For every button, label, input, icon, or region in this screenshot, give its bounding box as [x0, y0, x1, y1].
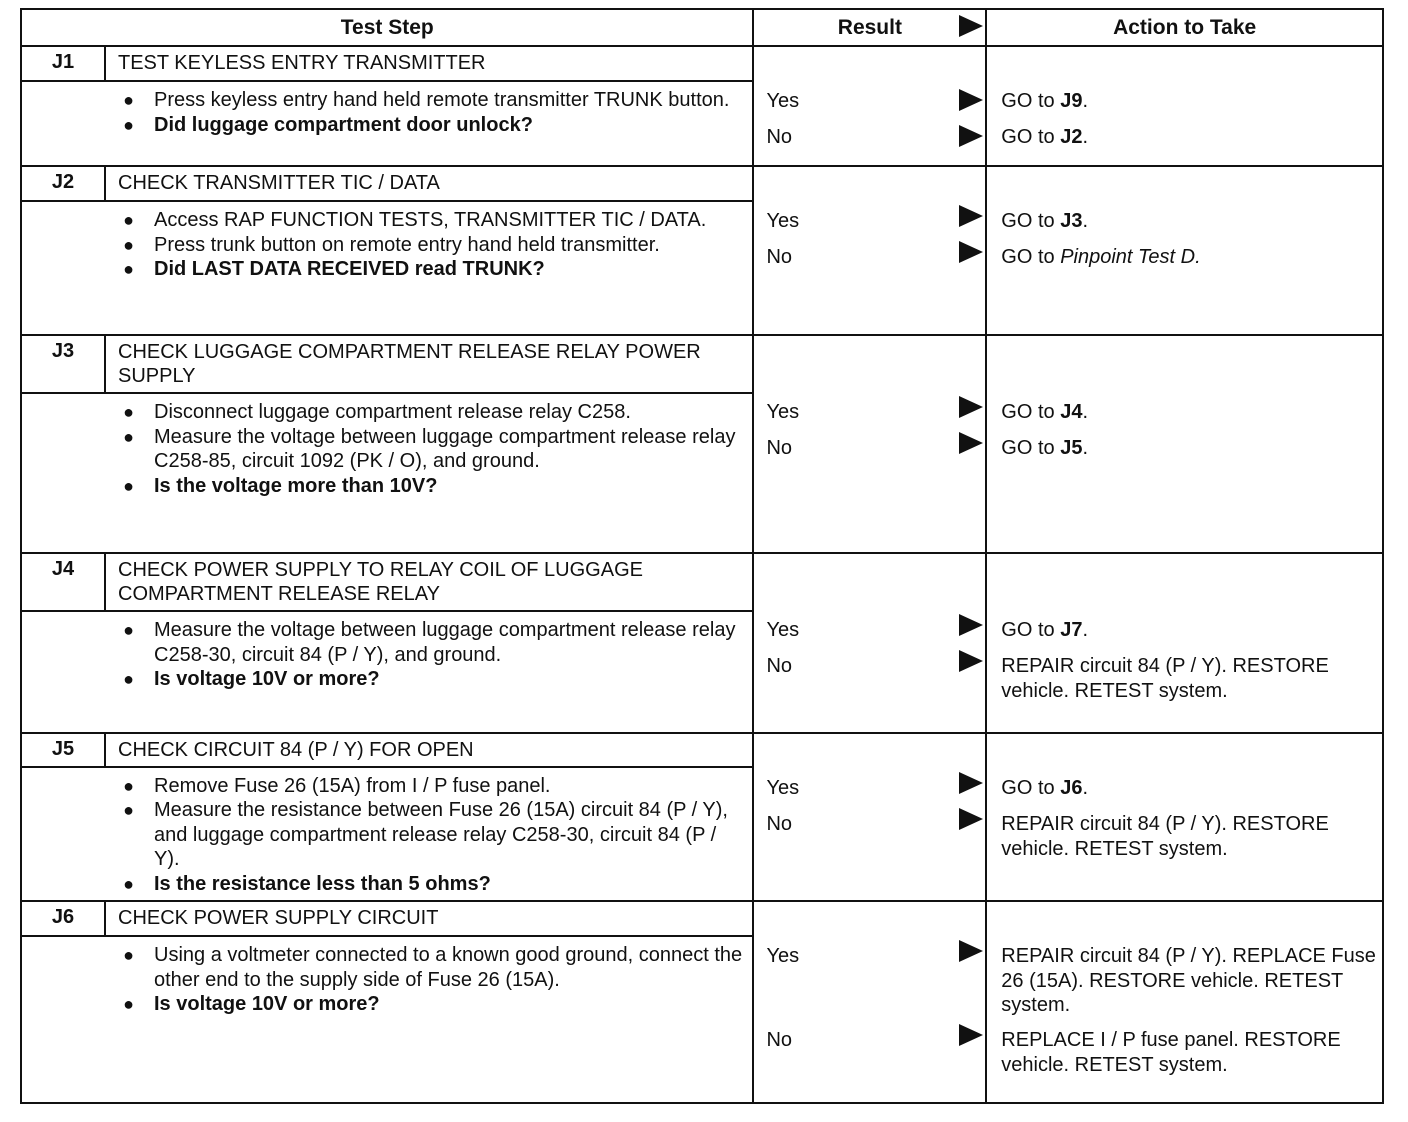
bullet-icon: ●: [123, 775, 134, 796]
step-body: [22, 82, 752, 165]
step-body: [22, 394, 752, 552]
bullet-icon: ●: [123, 402, 134, 422]
bullet-icon: ●: [123, 994, 134, 1014]
step-bullet: ● Measure the voltage between luggage compartment release relay C258-85, circuit 1092 (PK / O), and ground.: [22, 425, 742, 474]
result-no: No: [766, 246, 793, 268]
bullet-icon: ●: [123, 873, 134, 894]
test-step-j3: [22, 336, 1382, 554]
action-yes: GO to J9.: [1001, 90, 1089, 112]
result-cell: [754, 554, 987, 732]
step-id: J1: [22, 47, 106, 80]
result-no: No: [766, 813, 793, 835]
arrow-right-icon: [959, 432, 983, 454]
action-no: GO to J2.: [1001, 126, 1089, 148]
action-cell: [987, 554, 1382, 732]
step-head: [22, 902, 752, 937]
table-header: [22, 10, 1382, 47]
step-bullet: ● Access RAP FUNCTION TESTS, TRANSMITTER TIC / DATA.: [22, 208, 742, 233]
arrow-right-icon: [959, 614, 983, 636]
arrow-right-icon: [959, 125, 983, 147]
step-question: ● Is voltage 10V or more?: [22, 667, 742, 692]
result-yes: Yes: [766, 777, 800, 799]
bullet-icon: ●: [123, 620, 134, 640]
result-no: No: [766, 437, 793, 459]
step-body: [22, 768, 752, 901]
step-id: J3: [22, 336, 106, 392]
action-no: REPLACE I / P fuse panel. RESTORE vehicle. RETEST system.: [1001, 1029, 1341, 1076]
step-cell: [22, 734, 754, 900]
test-step-j4: [22, 554, 1382, 734]
step-cell: [22, 902, 754, 1102]
action-no: GO to J5.: [1001, 437, 1089, 459]
arrow-right-icon: [959, 205, 983, 227]
bullet-icon: ●: [123, 426, 134, 447]
diagnostic-table: [20, 8, 1384, 1104]
bullet-icon: ●: [123, 259, 134, 279]
step-cell: [22, 47, 754, 165]
step-bullet: ● Measure the resistance between Fuse 26 (15A) circuit 84 (P / Y), and luggage compartment release relay C258-30, circuit 84 (P / Y).: [22, 798, 742, 872]
bullet-icon: ●: [123, 945, 134, 965]
step-body: [22, 202, 752, 334]
bullet-icon: ●: [123, 210, 134, 230]
test-step-j6: [22, 902, 1382, 1102]
step-head: [22, 734, 752, 768]
action-yes: GO to J7.: [1001, 619, 1089, 641]
step-cell: [22, 167, 754, 334]
result-cell: [754, 902, 987, 1102]
step-cell: [22, 336, 754, 552]
result-yes: Yes: [766, 210, 800, 232]
step-id: J6: [22, 902, 106, 935]
result-yes: Yes: [766, 619, 800, 641]
step-question: ● Is the voltage more than 10V?: [22, 474, 742, 499]
arrow-right-icon: [959, 650, 983, 672]
step-body: [22, 937, 752, 1102]
step-id: J5: [22, 734, 106, 766]
action-yes: GO to J3.: [1001, 210, 1089, 232]
bullet-icon: ●: [123, 669, 134, 689]
step-title: CHECK CIRCUIT 84 (P / Y) FOR OPEN: [118, 739, 474, 761]
step-title: CHECK LUGGAGE COMPARTMENT RELEASE RELAY POWER SUPPLY: [118, 341, 701, 387]
step-title: TEST KEYLESS ENTRY TRANSMITTER: [118, 52, 486, 74]
bullet-icon: ●: [123, 234, 134, 255]
action-no: REPAIR circuit 84 (P / Y). RESTORE vehicle. RETEST system.: [1001, 655, 1329, 702]
arrow-right-icon: [959, 940, 983, 962]
action-no: GO to Pinpoint Test D.: [1001, 246, 1201, 268]
step-bullet: ● Measure the voltage between luggage compartment release relay C258-30, circuit 84 (P / Y), and ground.: [22, 618, 742, 667]
arrow-right-icon: [959, 89, 983, 111]
result-cell: [754, 336, 987, 552]
step-bullet: ● Remove Fuse 26 (15A) from I / P fuse panel.: [22, 774, 742, 799]
arrow-right-icon: [959, 241, 983, 263]
bullet-icon: ●: [123, 114, 134, 135]
step-bullet: ● Press trunk button on remote entry hand held transmitter.: [22, 233, 742, 258]
step-bullet: ● Using a voltmeter connected to a known good ground, connect the other end to the supply side of Fuse 26 (15A).: [22, 943, 742, 992]
step-question: ● Did luggage compartment door unlock?: [22, 113, 742, 138]
step-head: [22, 336, 752, 394]
bullet-icon: ●: [123, 90, 134, 110]
action-cell: [987, 167, 1382, 334]
step-head: [22, 47, 752, 82]
result-yes: Yes: [766, 401, 800, 423]
result-no: No: [766, 655, 793, 677]
step-question: ● Is the resistance less than 5 ohms?: [22, 872, 742, 897]
header-result-cell: [754, 10, 987, 45]
result-cell: [754, 47, 987, 165]
step-title: CHECK POWER SUPPLY CIRCUIT: [118, 907, 439, 929]
arrow-right-icon: [959, 1024, 983, 1046]
bullet-icon: ●: [123, 475, 134, 496]
step-cell: [22, 554, 754, 732]
arrow-right-icon: [959, 772, 983, 794]
bullet-icon: ●: [123, 800, 134, 820]
arrow-right-icon: [959, 15, 983, 37]
step-head: [22, 554, 752, 612]
arrow-right-icon: [959, 808, 983, 830]
result-cell: [754, 167, 987, 334]
result-yes: Yes: [766, 945, 800, 967]
step-question: ● Did LAST DATA RECEIVED read TRUNK?: [22, 257, 742, 282]
action-cell: [987, 734, 1382, 900]
result-yes: Yes: [766, 90, 800, 112]
action-cell: [987, 336, 1382, 552]
test-step-j2: [22, 167, 1382, 336]
action-cell: [987, 902, 1382, 1102]
step-id: J4: [22, 554, 106, 610]
test-step-j1: [22, 47, 1382, 167]
step-head: [22, 167, 752, 202]
result-cell: [754, 734, 987, 900]
header-test-step: Test Step: [22, 10, 754, 45]
step-bullet: ● Press keyless entry hand held remote transmitter TRUNK button.: [22, 88, 742, 113]
action-no: REPAIR circuit 84 (P / Y). RESTORE vehicle. RETEST system.: [1001, 813, 1329, 860]
step-question: ● Is voltage 10V or more?: [22, 992, 742, 1017]
step-title: CHECK TRANSMITTER TIC / DATA: [118, 172, 440, 194]
action-cell: [987, 47, 1382, 165]
step-title: CHECK POWER SUPPLY TO RELAY COIL OF LUGGAGE COMPARTMENT RELEASE RELAY: [118, 559, 643, 605]
header-action: Action to Take: [1113, 15, 1257, 39]
step-bullet: ● Disconnect luggage compartment release relay C258.: [22, 400, 742, 425]
step-body: [22, 612, 752, 732]
action-yes: GO to J4.: [1001, 401, 1089, 423]
action-yes: REPAIR circuit 84 (P / Y). REPLACE Fuse 26 (15A). RESTORE vehicle. RETEST system.: [1001, 945, 1376, 1016]
result-no: No: [766, 1029, 793, 1051]
action-yes: GO to J6.: [1001, 777, 1089, 799]
test-step-j5: [22, 734, 1382, 902]
result-no: No: [766, 126, 793, 148]
step-id: J2: [22, 167, 106, 200]
arrow-right-icon: [959, 396, 983, 418]
header-result: Result: [837, 15, 902, 39]
